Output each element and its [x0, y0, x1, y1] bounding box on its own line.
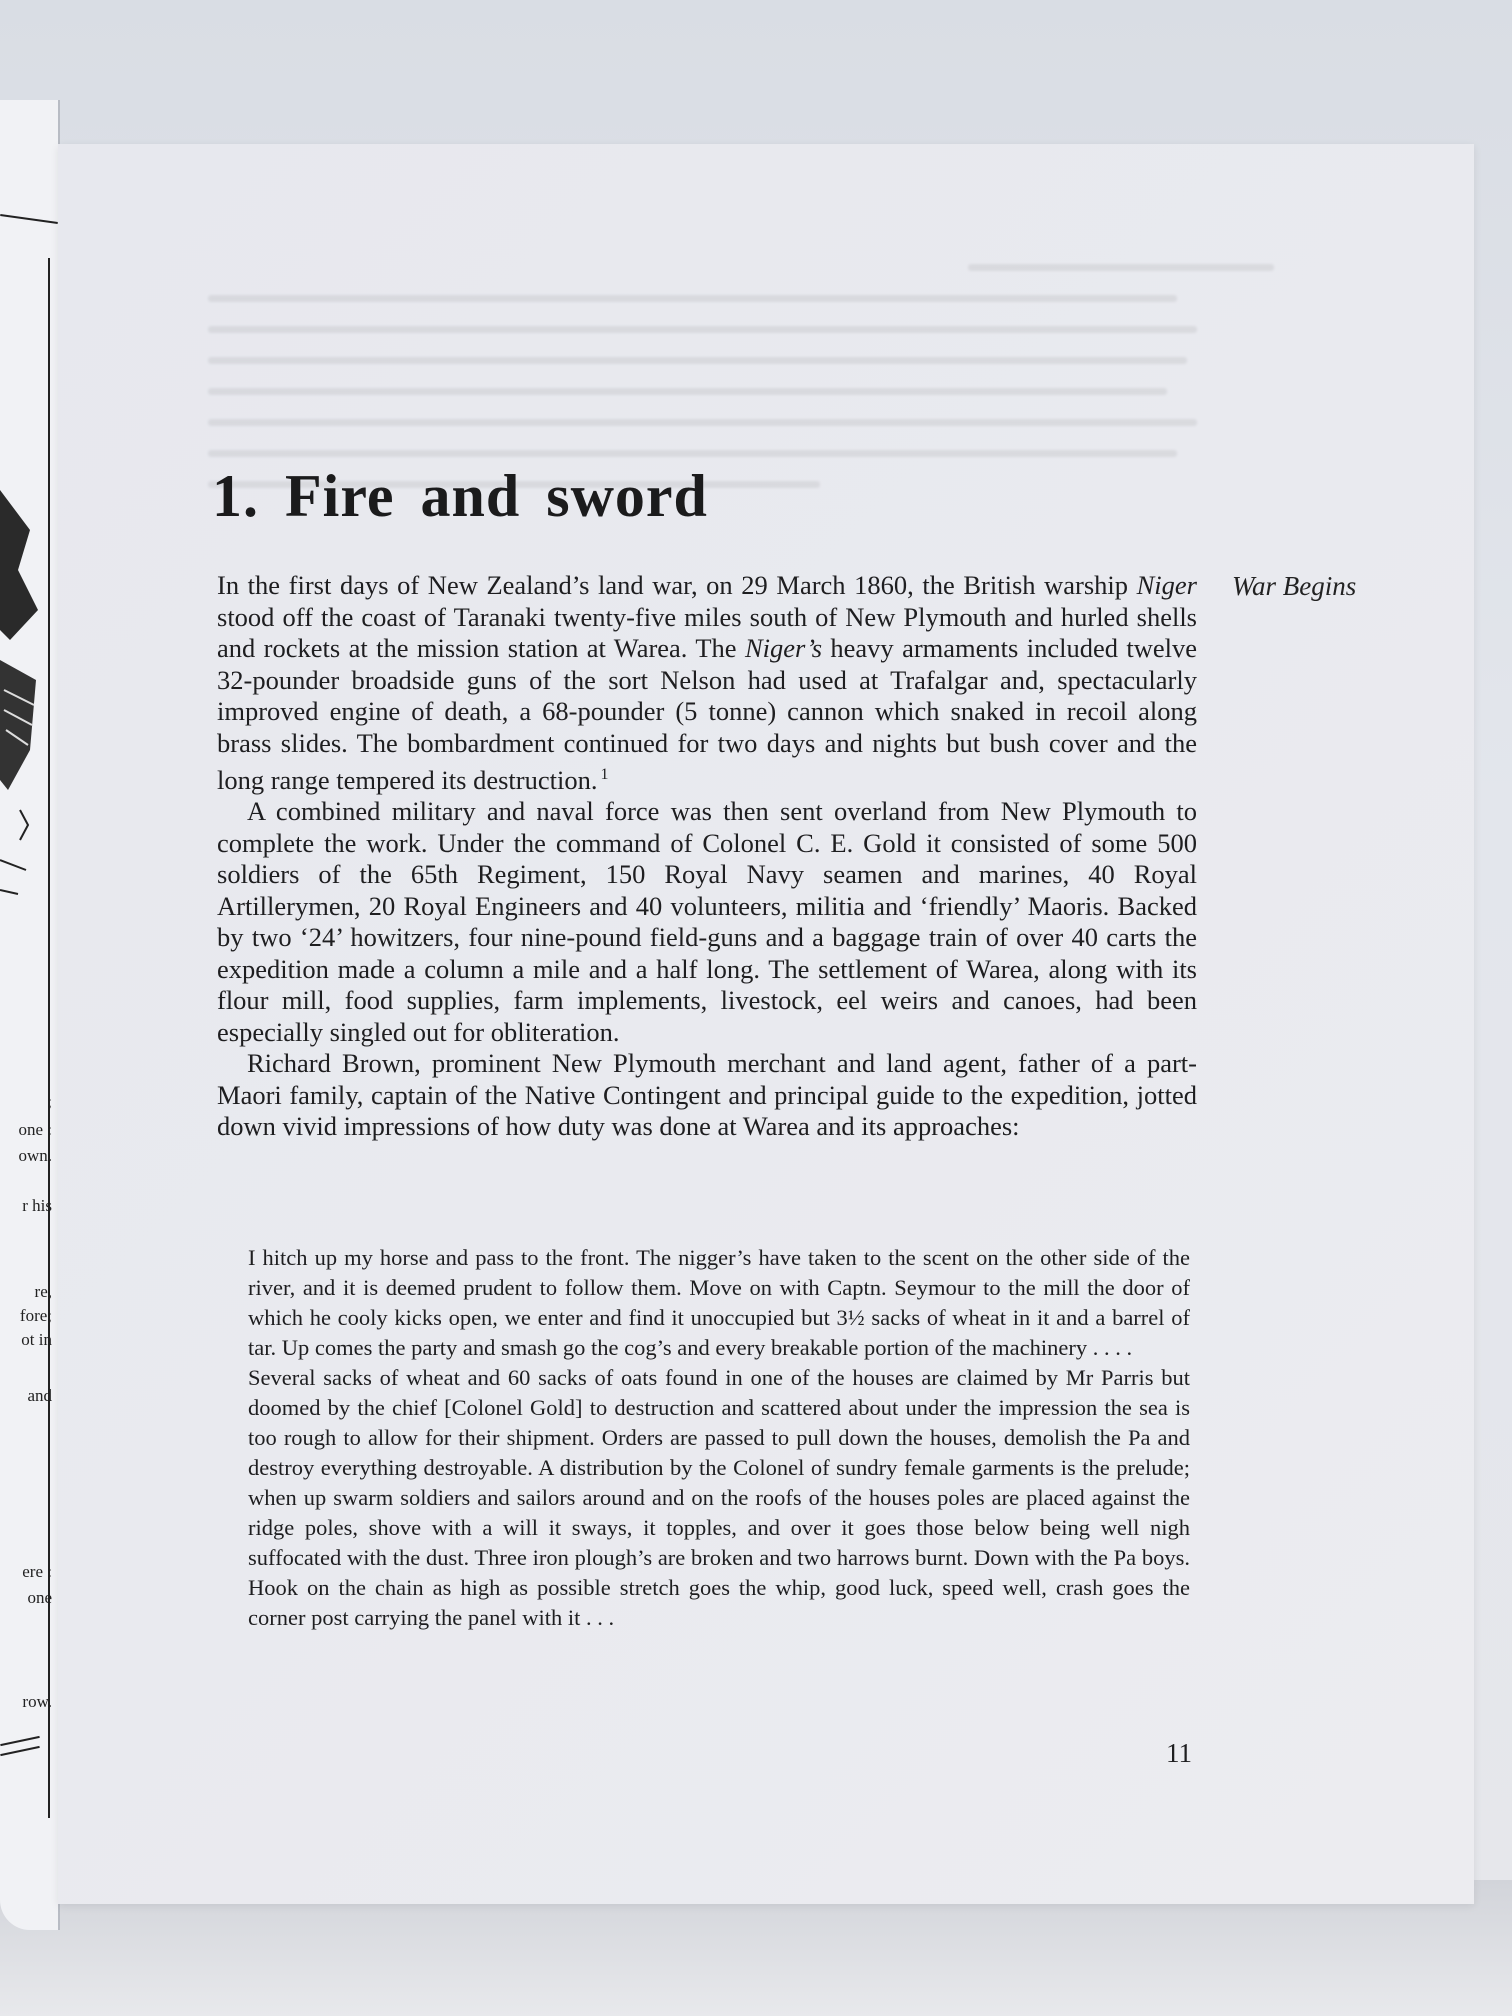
facing-page-rule	[0, 1736, 40, 1746]
margin-fragment: and	[27, 1386, 52, 1405]
margin-fragment: fore;	[19, 1306, 52, 1325]
paragraph-text: stood off the coast of Taranaki twenty-five miles south of New Plymouth and hurled shells and rockets at the mission station at Warea. The	[217, 601, 1197, 663]
paragraph: A combined military and naval force was then sent overland from New Plymouth to complete the work. Under the command of Colonel C. E. Gold it consisted of some 500 soldiers of the 65th Regiment, 150 Royal Navy seamen and marines, 40 Royal Artillerymen, 20 Royal Engineers and 40 volunteers, militia and ‘friendly’ Maoris. Backed by two ‘24’ howitzers, four nine-pound field-guns and a baggage train of over 40 carts the expedition made a column a mile and a half long. The settlement of Warea, along with its flour mill, food supplies, farm implements, livestock, eel weirs and canoes, had been especially singled out for obliteration.	[217, 796, 1197, 1047]
footnote-marker: 1	[600, 766, 609, 783]
ship-name: Niger	[1136, 570, 1197, 600]
margin-fragment: r his	[22, 1196, 52, 1215]
margin-note: War Begins	[1232, 571, 1357, 601]
paragraph	[217, 570, 1197, 796]
paragraph-text: heavy armaments included twelve 32-pounder broadside guns of the sort Nelson had used at Trafalgar and, spectacularly improved engine of death, a 68-pounder (5 tonne) cannon which snaked in recoil along brass slides. The bombardment continued for two days and nights but bush cover and the long range tempered its destruction.	[217, 633, 1198, 795]
woodcut-illustration	[0, 490, 40, 910]
margin-fragment: one	[27, 1588, 52, 1607]
block-quote	[248, 1243, 1190, 1633]
facing-page-rule	[0, 214, 58, 224]
margin-fragment: row.	[22, 1692, 52, 1711]
facing-page-rule	[48, 258, 50, 1818]
page-number: 11	[1166, 1738, 1192, 1768]
quote-paragraph: Several sacks of wheat and 60 sacks of oats found in one of the houses are claimed by Mr Parris but doomed by the chief [Colonel Gold] to destruction and scattered about under the impression the sea is too rough to allow for their shipment. Orders are passed to pull down the houses, demolish the Pa and destroy everything destroyable. A distribution by the Colonel of sundry female garments is the prelude; when up swarm soldiers and sailors around and on the roofs of the houses poles are placed against the ridge poles, shove with a will it sways, it topples, and over it goes those below being well nigh suffocated with the dust. Three iron plough’s are broken and two harrows burnt. Down with the Pa boys. Hook on the chain as high as possible stretch goes the whip, good luck, speed well, crash goes the corner post carrying the panel with it . . .	[248, 1365, 1190, 1630]
paragraph: Richard Brown, prominent New Plymouth merchant and land agent, father of a part-Maori family, captain of the Native Contingent and principal guide to the expedition, jotted down vivid impressions of how duty was done at Warea and its approaches:	[217, 1048, 1197, 1142]
margin-fragment: one :	[18, 1120, 52, 1139]
margin-fragment: ot in	[21, 1330, 52, 1349]
margin-fragment: ;	[47, 1092, 52, 1111]
margin-fragment: own.	[18, 1146, 52, 1165]
chapter-title: 1. Fire and sword	[212, 463, 708, 529]
facing-page	[0, 100, 60, 1930]
paragraph-text: In the first days of New Zealand’s land war, on 29 March 1860, the British warship	[217, 570, 1137, 600]
body-text	[217, 570, 1197, 1143]
margin-fragment: ere :	[22, 1562, 52, 1581]
quote-paragraph: I hitch up my horse and pass to the front. The nigger’s have taken to the scent on the other side of the river, and it is deemed prudent to follow them. Move on with Captn. Seymour to the mill the door of which he cooly kicks open, we enter and find it unoccupied but 3½ sacks of wheat in it and a barrel of tar. Up comes the party and smash go the cog’s and every breakable portion of the machinery . . . .	[248, 1245, 1190, 1360]
facing-page-rule	[0, 1746, 40, 1756]
ship-name: Niger’s	[744, 633, 823, 663]
margin-fragment: re,	[34, 1282, 52, 1301]
